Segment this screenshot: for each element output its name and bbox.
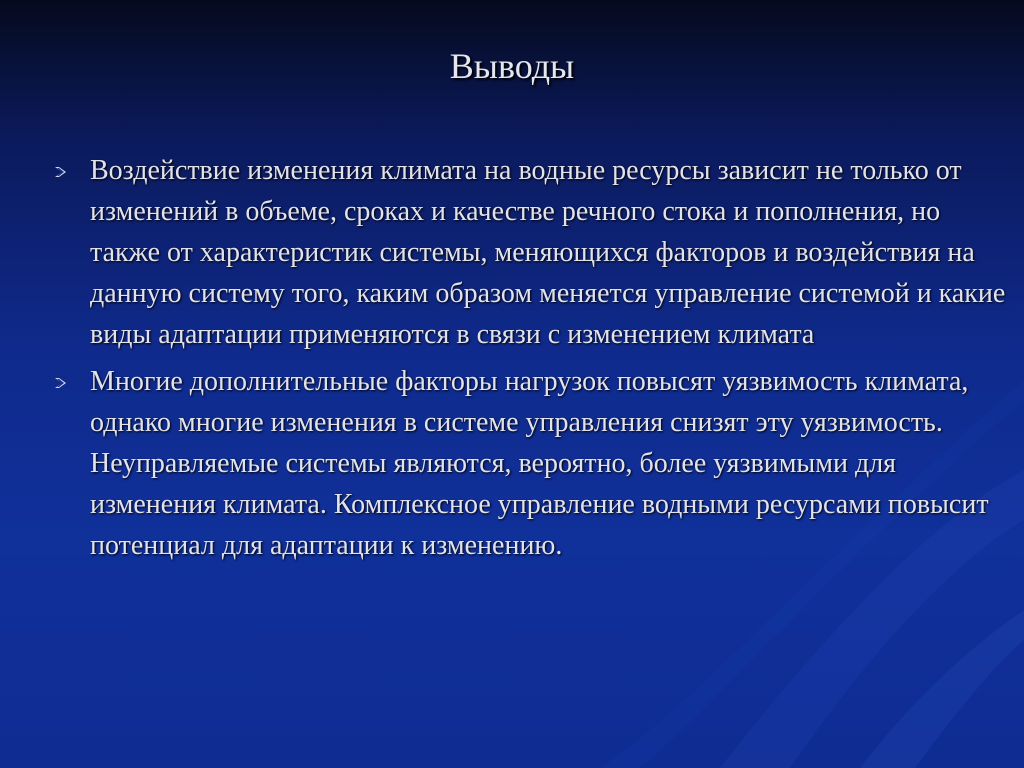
bullet-text: Многие дополнительные факторы нагрузок повысят уязвимость климата, однако многие изменения в системе управления снизят эту уязвимость. Неуправляемые системы являются, вероятно, более уязвимыми для изменения климата. Комплексное управление водными ресурсами повысит потенциал для адаптации к изменению.	[90, 366, 989, 561]
bullet-item	[50, 150, 1010, 355]
slide-title: Выводы	[449, 46, 575, 86]
arrow-bullet-icon	[54, 377, 68, 389]
arrow-bullet-icon	[54, 166, 68, 178]
bullet-list	[50, 150, 1010, 572]
bullet-item	[50, 361, 1010, 566]
bullet-text: Воздействие изменения климата на водные ресурсы зависит не только от изменений в объеме, сроках и качестве речного стока и пополнения, но также от характеристик системы, меняющихся факторов и воздействия на данную систему того, каким образом меняется управление системой и какие виды адаптации применяются в связи с изменением климата	[90, 155, 1006, 350]
